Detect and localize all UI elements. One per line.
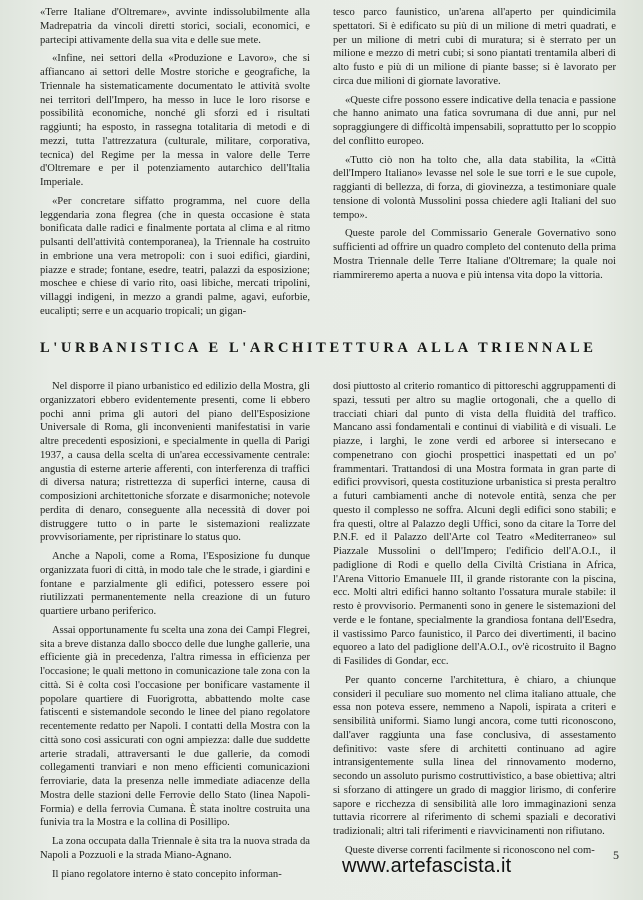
bottom-right-column [333,380,616,863]
paragraph: «Queste cifre possono essere indicative della tenacia e passione che hanno animato una fatica sovrumana di due anni, pur nel sopraggiungere di difficoltà impensabili, soprattutto per lo scoppio del conflitto europeo. [333,94,616,147]
paragraph: La zona occupata dalla Triennale è sita tra la nuova strada da Napoli a Pozzuoli e la strada Miano-Agnano. [40,836,310,861]
bottom-left-column [40,380,310,886]
paragraph: «Per concretare siffatto programma, nel cuore della leggendaria zona flegrea (che in questa occasione è stata bonificata dalle radici e finalmente portata al clima e al ritmo pulsanti dell'attività contemporanea), la Triennale ha costruito in embrione una vera metropoli: con i suoi edifici, giardini, piazze e strade; fontane, esedre, teatri, palazzi da esposizione; moschee e chiese di vario rito, oasi libiche, mercati tripolini, villaggi indigeni, in mezzo a grandi palme, agavi, euforbie, eucalipti; serre e un acquario tropicali; un gigan- [40,195,310,317]
paragraph: Nel disporre il piano urbanistico ed edilizio della Mostra, gli organizzatori ebbero evidentemente presenti, come li ebbero pochi anni prima gli autori del piano dell'Esposizione Universale di Roma, gli inconvenienti manifestatisi in varie altre precedenti esposizioni, e specialmente in quella di Parigi 1937, a causa della scelta di un'area eccessivamente centrale: angustia di esterne arterie afferenti, con interferenza di traffici di diversa natura; ristrettezza di superfici interne, causa di composizioni architettoniche sforzate e disarmoniche; notevole perdita di denaro, conseguente alla necessità di dover poi distruggere tutto o in parte le sistemazioni realizzate provvisoriamente, per ripristinare lo status quo. [40,381,310,544]
paragraph: Queste diverse correnti facilmente si riconoscono nel com- [345,844,595,856]
top-right-column [333,6,616,287]
paragraph: Il piano regolatore interno è stato concepito informan- [52,868,282,880]
paragraph: Queste parole del Commissario Generale Governativo sono sufficienti ad offrire un quadro completo del contenuto della prima Mostra Triennale delle Terre Italiane d'Oltremare; la quale noi riammireremo aperta a nuova e più intensa vita dopo la vittoria. [333,228,616,281]
website-watermark: www.artefascista.it [342,855,512,877]
paragraph: Per quanto concerne l'architettura, è chiaro, a chiunque consideri il peculiare suo momento nel clima italiano attuale, che essa non poteva essere, nemmeno a Napoli, ispirata a criteri e sensibilità uniformi. Siamo lungi ancora, come tutti riconoscono, dall'aver raggiunta una fase conclusiva, di assestamento definitivo: vaste sfere di architetti continuano ad agire intransigentemente sulla linea del rinnovamento moderno, secondo un assoluto purismo costruttivistico, a base obiettiva; altri si sforzano di attingere un grado di maggior lirismo, di conferire sapore e ricchezza di sensibilità alle loro immaginazioni senza tuttavia ricorrere al riferimento di schemi spaziali e decorativi tradizionali; altri tali riferimenti e riavvicinamenti non rifiutano. [333,674,616,837]
paragraph-continuation: «Terre Italiane d'Oltremare», avvinte indissolubilmente alla Madrepatria da vincoli diretti storici, sociali, economici, e partecipi attivamente della sua vita e delle sue mete. [40,7,310,46]
page-number: 5 [613,848,619,862]
section-heading: L'URBANISTICA E L'ARCHITETTURA ALLA TRIENNALE [40,340,597,356]
paragraph-continuation: dosi piuttosto al criterio romantico di pittoreschi aggruppamenti di spazi, tessuti per altro su maglie ortogonali, che a quello di tracciati chiari dal punto di vista della fluidità del traffico. Mancano assi fondamentali e continui di viabilità e di visuali. Le piazze, i larghi, le zone verdi ed arboree si intersecano e compenetrano con giochi prospettici inaspettati ed un po' frammentari. Trattandosi di una Mostra formata in gran parte di edifici provvisori, questa costituzione urbanistica si presta peraltro a futuri cambiamenti anche di notevole entità, senza che per questo il complesso ne soffra. Alcuni degli edifici sono stabili; e fra questi, oltre al Palazzo degli Uffici, sono da citare la Torre del P.N.F. ed il Palazzo dell'Arte col Teatro «Mediterraneo» sul Piazzale Mussolini o dell'Impero; l'edificio dell'A.O.I., il padiglione di Rodi e quello della Civiltà Cristiana in Africa, l'Arena Vittorio Emanuele III, il grande ristorante con la piscina, ecc. Molti altri edifici hanno soltanto l'ossatura murale stabile: il resto è provvisorio. Permanenti sono in genere le sistemazioni del verde e le fontane, specialmente la grandiosa fontana dell'Esedra, il vastissimo Parco faunistico, il Parco dei divertimenti, il bacino equoreo a lato del padiglione dell'A.O.I., ov'è ricostruito il Bagno di Fasilides di Gondar, ecc. [333,381,616,667]
paragraph: «Tutto ciò non ha tolto che, alla data stabilita, la «Città dell'Impero Italiano» levasse nel sole le sue torri e le sue cupole, raggianti di bellezza, di forza, di giovinezza, a testimoniare quale tensione di volontà Mussolini possa chiedere agli Italiani del suo tempo». [333,154,616,221]
paragraph: Assai opportunamente fu scelta una zona dei Campi Flegrei, sita a breve distanza dallo sbocco delle due lunghe gallerie, una efficiente già in precedenza, l'altra rimessa in efficienza per l'occasione; le quali mettono in comunicazione tale zona con la città. Si è colta così l'occasione per bonificare vastamente il popolare quartiere di Fuorigrotta, abbattendo molte case fatiscenti e sistemandole secondo le linee del piano regolatore recentemente redatto per Napoli. I contatti della Mostra con la città sono così assicurati con ogni ampiezza: dalle due suddette arterie stradali, attraversanti le due gallerie, da comodi collegamenti tranviari e non meno efficienti comunicazioni ferroviarie, data la presenza nelle immediate adiacenze della Mostra delle stazioni delle Ferrovie dello Stato (linea Napoli-Formia) e della ferrovia Cumana. È stata inoltre costruita una funivia tra la Mostra e la collina di Posillipo. [40,624,310,829]
paragraph: «Infine, nei settori della «Produzione e Lavoro», che si affiancano ai settori delle Mostre storiche e geografiche, la Triennale ha sistematicamente documentato le attività svolte nei territori dell'Impero, ha messo in luce le loro risorse e possibilità economiche, nonché gli sforzi ed i risultati raggiunti; ha esposto, in rassegna totalitaria di metodi e di mezzi, tutta l'attrezzatura (culturale, militare, corporativa, tecnica) del Regime per la messa in valore delle Terre d'Oltremare e per il potenziamento autarchico dell'Italia Imperiale. [40,53,310,188]
top-left-column [40,6,310,324]
paragraph-continuation: tesco parco faunistico, un'arena all'aperto per quindicimila spettatori. Si è edificato su più di un milione di metri quadrati, e per un milione di metri cubi di muratura; si è sterrato per un milione e mezzo di metri cubi; si sono piantati trentamila alberi di alto fusto e più di un milione di piante basse; si è lavorato per circa due milioni di giornate lavorative. [333,7,616,87]
paragraph: Anche a Napoli, come a Roma, l'Esposizione fu dunque organizzata fuori di città, in modo tale che le strade, i giardini e fontane e parzialmente gli edifici, potessero essere poi riutilizzati permanentemente nella creazione di un futuro quartiere urbano periferico. [40,551,310,617]
